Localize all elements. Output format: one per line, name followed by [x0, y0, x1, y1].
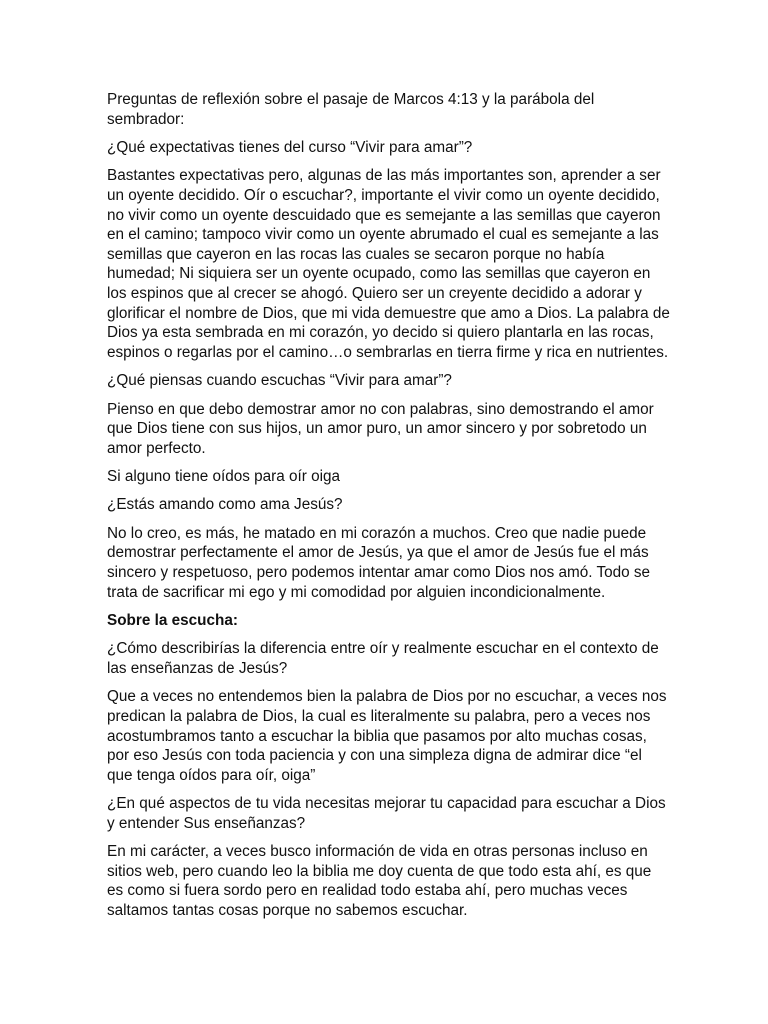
text-line: acostumbramos tanto a escuchar la biblia que pasamos por alto muchas cosas,: [107, 727, 647, 745]
text-line: por eso Jesús con toda paciencia y con una simpleza digna de admirar dice “el: [107, 747, 642, 765]
text-line: en el camino; tampoco vivir como un oyente abrumado el cual es semejante a las: [107, 226, 659, 244]
text-line: espinos o regarlas por el camino…o sembrarlas en tierra firme y rica en nutrientes.: [107, 343, 669, 361]
text-line: En mi carácter, a veces busco información de vida en otras personas incluso en: [107, 843, 648, 861]
text-line: glorificar el nombre de Dios, que mi vida demuestre que amo a Dios. La palabra de: [107, 304, 670, 322]
text-line: ¿Qué expectativas tienes del curso “Vivir para amar”?: [107, 138, 473, 156]
paragraph: [107, 90, 667, 129]
text-line: saltamos tantas cosas porque no sabemos escuchar.: [107, 901, 468, 919]
text-line: ¿En qué aspectos de tu vida necesitas mejorar tu capacidad para escuchar a Dios: [107, 795, 666, 813]
text-line: sitios web, pero cuando leo la biblia me doy cuenta de que todo esta ahí, es que: [107, 862, 652, 880]
paragraph: [107, 639, 667, 678]
paragraph: [107, 467, 667, 487]
text-line: humedad; Ni siquiera ser un oyente ocupado, como las semillas que cayeron en: [107, 265, 651, 283]
text-line: que tenga oídos para oír, oiga”: [107, 766, 316, 784]
text-line: trata de sacrificar mi ego y mi comodidad por alguien incondicionalmente.: [107, 583, 606, 601]
text-line: Dios ya esta sembrada en mi corazón, yo decido si quiero plantarla en las rocas,: [107, 324, 654, 342]
paragraph: [107, 687, 667, 785]
paragraph: [107, 138, 667, 158]
text-line: predican la palabra de Dios, la cual es literalmente su palabra, pero a veces nos: [107, 708, 651, 725]
text-line: un oyente decidido. Oír o escuchar?, importante el vivir como un oyente decidido,: [107, 186, 660, 204]
document-body: [107, 90, 670, 929]
text-line: no vivir como un oyente descuidado que es semejante a las semillas que cayeron: [107, 206, 661, 224]
paragraph: [107, 842, 667, 920]
text-line: es como si fuera sordo pero en realidad todo estaba ahí, pero muchas veces: [107, 882, 628, 900]
text-line: Que a veces no entendemos bien la palabra de Dios por no escuchar, a veces nos: [107, 688, 667, 706]
paragraph: [107, 371, 667, 391]
text-line: Preguntas de reflexión sobre el pasaje de Marcos 4:13 y la parábola del: [107, 91, 595, 108]
paragraph: [107, 400, 667, 459]
text-line: y entender Sus enseñanzas?: [107, 814, 306, 832]
text-line: sembrador:: [107, 110, 185, 128]
text-line: ¿Estás amando como ama Jesús?: [107, 496, 343, 514]
paragraph: [107, 166, 670, 362]
text-line: Sobre la escucha:: [107, 612, 238, 630]
text-line: amor perfecto.: [107, 439, 206, 457]
text-line: las enseñanzas de Jesús?: [107, 660, 288, 678]
paragraph: [107, 495, 667, 515]
section-heading: [107, 611, 667, 631]
text-line: sincero y respetuoso, pero podemos intentar amar como Dios nos amó. Todo se: [107, 564, 651, 582]
text-line: semillas que cayeron en las rocas las cuales se secaron porque no había: [107, 245, 605, 263]
text-line: los espinos que al crecer se ahogó. Quiero ser un creyente decidido a adorar y: [107, 284, 642, 302]
text-line: que Dios tiene con sus hijos, un amor puro, un amor sincero y por sobretodo un: [107, 420, 647, 438]
text-line: Bastantes expectativas pero, algunas de las más importantes son, aprender a ser: [107, 167, 661, 185]
text-line: Si alguno tiene oídos para oír oiga: [107, 468, 341, 486]
text-line: ¿Qué piensas cuando escuchas “Vivir para amar”?: [107, 372, 452, 390]
text-line: Pienso en que debo demostrar amor no con palabras, sino demostrando el amor: [107, 400, 654, 418]
text-line: demostrar perfectamente el amor de Jesús, ya que el amor de Jesús fue el más: [107, 544, 649, 562]
text-line: ¿Cómo describirías la diferencia entre oír y realmente escuchar en el contexto de: [107, 640, 659, 658]
paragraph: [107, 794, 667, 833]
text-line: No lo creo, es más, he matado en mi corazón a muchos. Creo que nadie puede: [107, 524, 647, 542]
paragraph: [107, 524, 667, 602]
